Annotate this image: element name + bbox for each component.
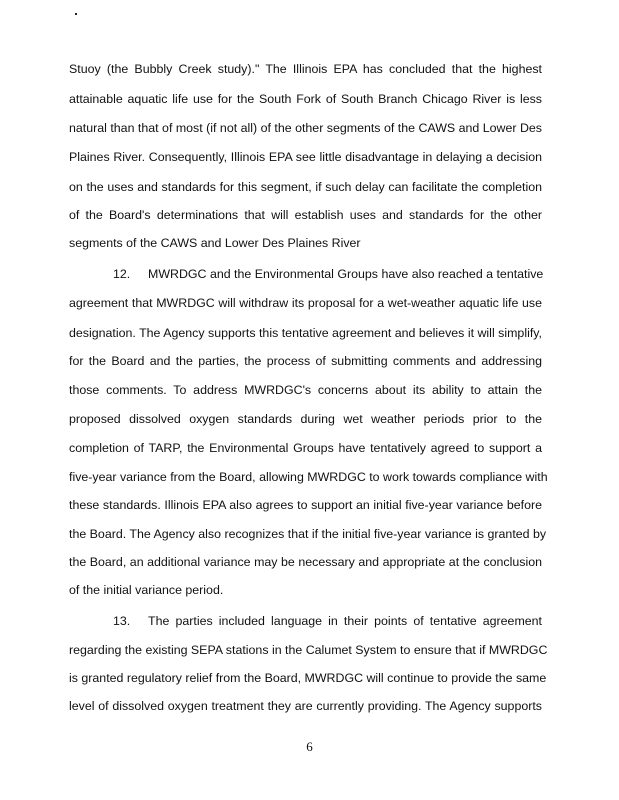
text-line: level of dissolved oxygen treatment they are currently providing. The Agency supports xyxy=(69,699,542,713)
text-line: natural than that of most (if not all) of the other segments of the CAWS and Lower Des xyxy=(69,121,542,135)
text-line: regarding the existing SEPA stations in the Calumet System to ensure that if MWRDGC xyxy=(69,643,548,657)
text-line: is granted regulatory relief from the Board, MWRDGC will continue to provide the same xyxy=(69,671,547,685)
text-line: of the initial variance period. xyxy=(69,583,224,597)
text-line: The parties included language in their points of tentative agreement xyxy=(148,614,542,628)
text-line: agreement that MWRDGC will withdraw its proposal for a wet-weather aquatic life use xyxy=(69,296,542,310)
text-line: of the Board's determinations that will establish uses and standards for the other xyxy=(69,208,542,222)
text-line: proposed dissolved oxygen standards during wet weather periods prior to the xyxy=(69,412,542,426)
text-line: five-year variance from the Board, allowing MWRDGC to work towards compliance with xyxy=(69,470,548,484)
text-line: designation. The Agency supports this tentative agreement and believes it will simplify, xyxy=(69,326,542,340)
scan-artifact xyxy=(75,13,77,15)
text-line: these standards. Illinois EPA also agrees to support an initial five-year variance before xyxy=(69,498,542,512)
text-line: attainable aquatic life use for the South Fork of South Branch Chicago River is less xyxy=(69,92,542,106)
page-number: 6 xyxy=(306,739,313,754)
text-line: Stuoy (the Bubbly Creek study)." The Illinois EPA has concluded that the highest xyxy=(69,62,542,76)
text-line: on the uses and standards for this segment, if such delay can facilitate the completion xyxy=(69,180,542,194)
text-line: completion of TARP, the Environmental Groups have tentatively agreed to support a xyxy=(69,441,542,455)
paragraph-number: 12. xyxy=(113,267,131,281)
text-line: for the Board and the parties, the process of submitting comments and addressing xyxy=(69,354,542,368)
text-line: Plaines River. Consequently, Illinois EPA see little disadvantage in delaying a decision xyxy=(69,150,542,164)
text-line: the Board, an additional variance may be necessary and appropriate at the conclusion xyxy=(69,555,542,569)
text-line: the Board. The Agency also recognizes that if the initial five-year variance is granted by xyxy=(69,527,547,541)
paragraph-number: 13. xyxy=(113,614,131,628)
text-line: segments of the CAWS and Lower Des Plaines River xyxy=(69,236,361,250)
text-line: MWRDGC and the Environmental Groups have also reached a tentative xyxy=(148,267,544,281)
text-line: those comments. To address MWRDGC's concerns about its ability to attain the xyxy=(69,383,542,397)
